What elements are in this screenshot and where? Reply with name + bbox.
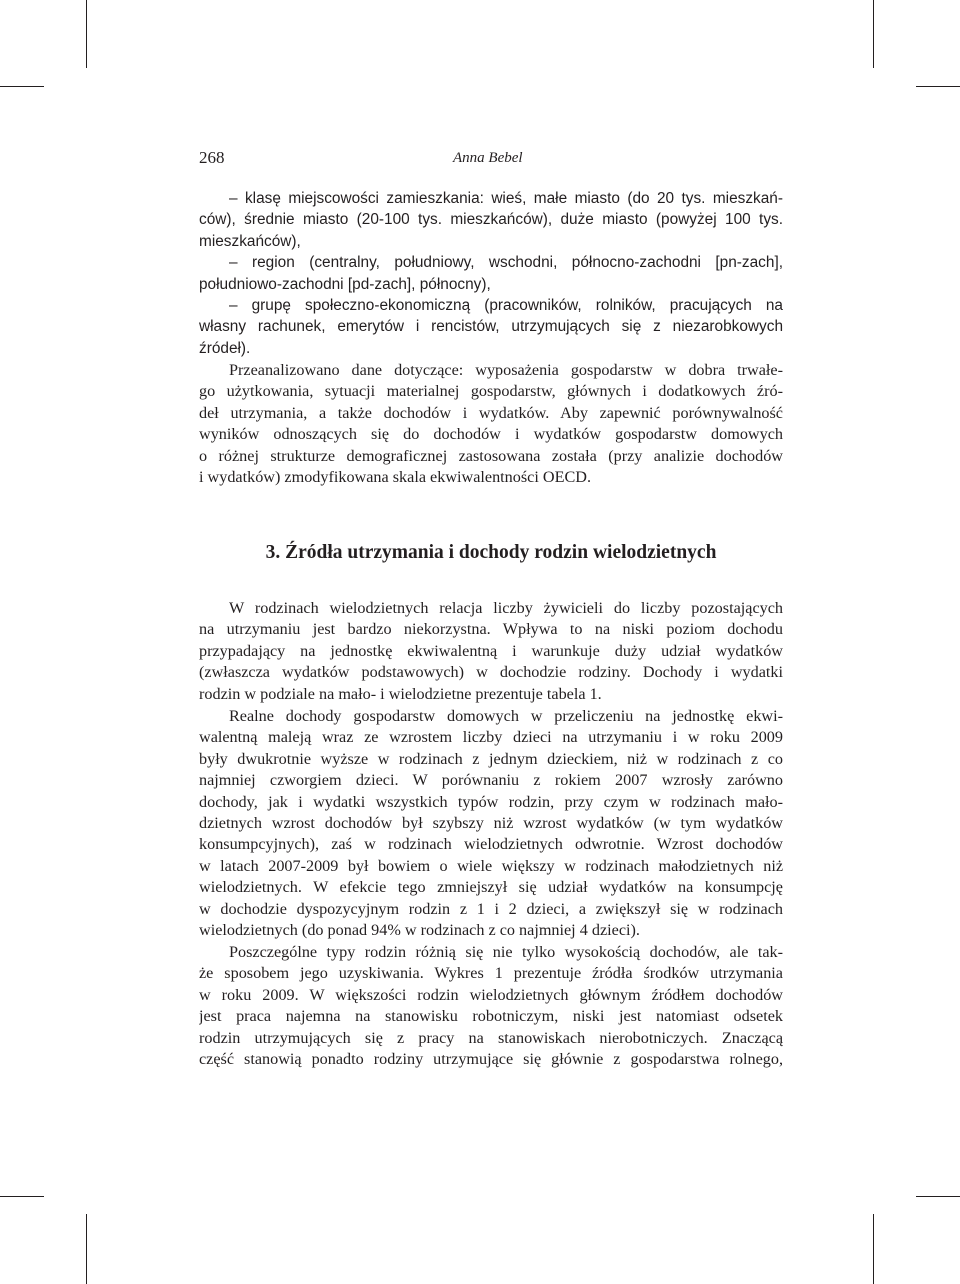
paragraph-line: najmniej czworgiem dzieci. W porównaniu z rokiem 2007 wzrosły zarówno: [199, 771, 783, 790]
paragraph-line: o różnej strukturze demograficznej zastosowana została (przy analizie dochodów: [199, 446, 783, 465]
list-item-line: własny rachunek, emerytów i rencistów, utrzymujących się z niezarobkowych: [199, 318, 783, 336]
section-title: 3. Źródła utrzymania i dochody rodzin wielodzietnych: [265, 542, 717, 563]
list-item-line: ców), średnie miasto (20-100 tys. mieszkańców), duże miasto (powyżej 100 tys.: [199, 211, 783, 229]
paragraph-line: że sposobem jego uzyskiwania. Wykres 1 prezentuje źródła środków utrzymania: [199, 964, 783, 983]
section-paragraph: [199, 598, 783, 705]
intro-paragraph: [199, 360, 783, 488]
list-item-line: źródeł).: [199, 339, 251, 357]
section-paragraph: [199, 942, 783, 1070]
crop-mark: [86, 0, 87, 68]
list-item-line: – klasę miejscowości zamieszkania: wieś, małe miasto (do 20 tys. mieszkań-: [229, 190, 783, 207]
paragraph-line: wielodzietnych (do ponad 94% w rodzinach z co najmniej 4 dzieci).: [199, 920, 640, 939]
paragraph-line: dzietnych wzrost dochodów był szybszy niż wzrost wydatków (w tym wydatków: [199, 813, 783, 832]
paragraph-line: i wydatków) zmodyfikowana skala ekwiwalentności OECD.: [199, 467, 592, 486]
paragraph-line: rodzin w podziale na mało- i wielodzietne prezentuje tabela 1.: [199, 684, 602, 703]
page-header: [199, 148, 783, 172]
paragraph-line: walentną maleją wraz ze wzrostem liczby dzieci na utrzymaniu i w roku 2009: [199, 728, 783, 747]
paragraph-line: Realne dochody gospodarstw domowych w przeliczeniu na jednostkę ekwi-: [229, 707, 783, 725]
list-item-line: – region (centralny, południowy, wschodni, północno-zachodni [pn-zach],: [229, 254, 783, 272]
paragraph-line: część stanowią ponadto rodziny utrzymujące się głównie z gospodarstwa rolnego,: [199, 1049, 783, 1068]
crop-mark: [0, 1196, 44, 1197]
crop-mark: [0, 86, 44, 87]
paragraph-line: w dochodzie dyspozycyjnym rodzin z 1 i 2 dzieci, a zwiększył się w rodzinach: [199, 899, 783, 918]
paragraph-line: wielodzietnych. W efekcie tego zmniejszył się udział wydatków na konsumpcję: [199, 878, 783, 897]
paragraph-line: wyników odnoszących się do dochodów i wydatków gospodarstw domowych: [199, 425, 783, 444]
paragraph-line: (zwłaszcza wydatków podstawowych) w dochodzie rodziny. Dochody i wydatki: [199, 663, 783, 682]
paragraph-line: jest praca najemna na stanowisku robotniczym, niski jest natomiast odsetek: [199, 1007, 783, 1026]
crop-mark: [873, 1214, 874, 1284]
list-item-line: mieszkańców),: [199, 232, 301, 250]
paragraph-line: go użytkowania, sytuacji materialnej gospodarstw, głównych i dodatkowych źró-: [199, 382, 783, 401]
crop-mark: [873, 0, 874, 68]
paragraph-line: przypadający na jednostkę ekwiwalentną i warunkuje duży udział wydatków: [199, 641, 783, 660]
page-number: 268: [199, 148, 225, 167]
paragraph-line: konsumpcyjnych), zaś w rodzinach wielodzietnych odwrotnie. Wzrost dochodów: [199, 835, 783, 854]
paragraph-line: deł utrzymania, a także dochodów i wydatków. Aby zapewnić porównywalność: [199, 403, 783, 422]
criteria-list: [199, 188, 783, 359]
section-paragraph: [199, 706, 783, 941]
crop-mark: [86, 1214, 87, 1284]
paragraph-line: Poszczególne typy rodzin różnią się nie tylko wysokością dochodów, ale tak-: [229, 943, 783, 961]
list-item-line: południowo-zachodni [pd-zach], północny),: [199, 275, 491, 293]
paragraph-line: dochody, jak i wydatki wszystkich typów rodzin, przy czym w rodzinach mało-: [199, 792, 783, 811]
paragraph-line: w latach 2007-2009 był bowiem o wiele większy w rodzinach małodzietnych niż: [199, 856, 783, 875]
paragraph-line: były dwukrotnie wyższe w rodzinach z jednym dzieckiem, niż w rodzinach z co: [199, 749, 783, 768]
crop-mark: [916, 86, 960, 87]
crop-mark: [916, 1196, 960, 1197]
paragraph-line: na utrzymaniu jest bardzo niekorzystna. Wpływa to na niski poziom dochodu: [199, 620, 783, 639]
paragraph-line: Przeanalizowano dane dotyczące: wyposażenia gospodarstw w dobra trwałe-: [229, 361, 783, 379]
paragraph-line: rodzin utrzymujących się z pracy na stanowiskach nierobotniczych. Znaczącą: [199, 1028, 783, 1047]
running-head-author: Anna Bebel: [453, 150, 523, 166]
paragraph-line: W rodzinach wielodzietnych relacja liczby żywicieli do liczby pozostających: [229, 599, 783, 617]
paragraph-line: w roku 2009. W większości rodzin wielodzietnych głównym źródłem dochodów: [199, 985, 783, 1004]
list-item-line: – grupę społeczno-ekonomiczną (pracowników, rolników, pracujących na: [229, 296, 783, 314]
